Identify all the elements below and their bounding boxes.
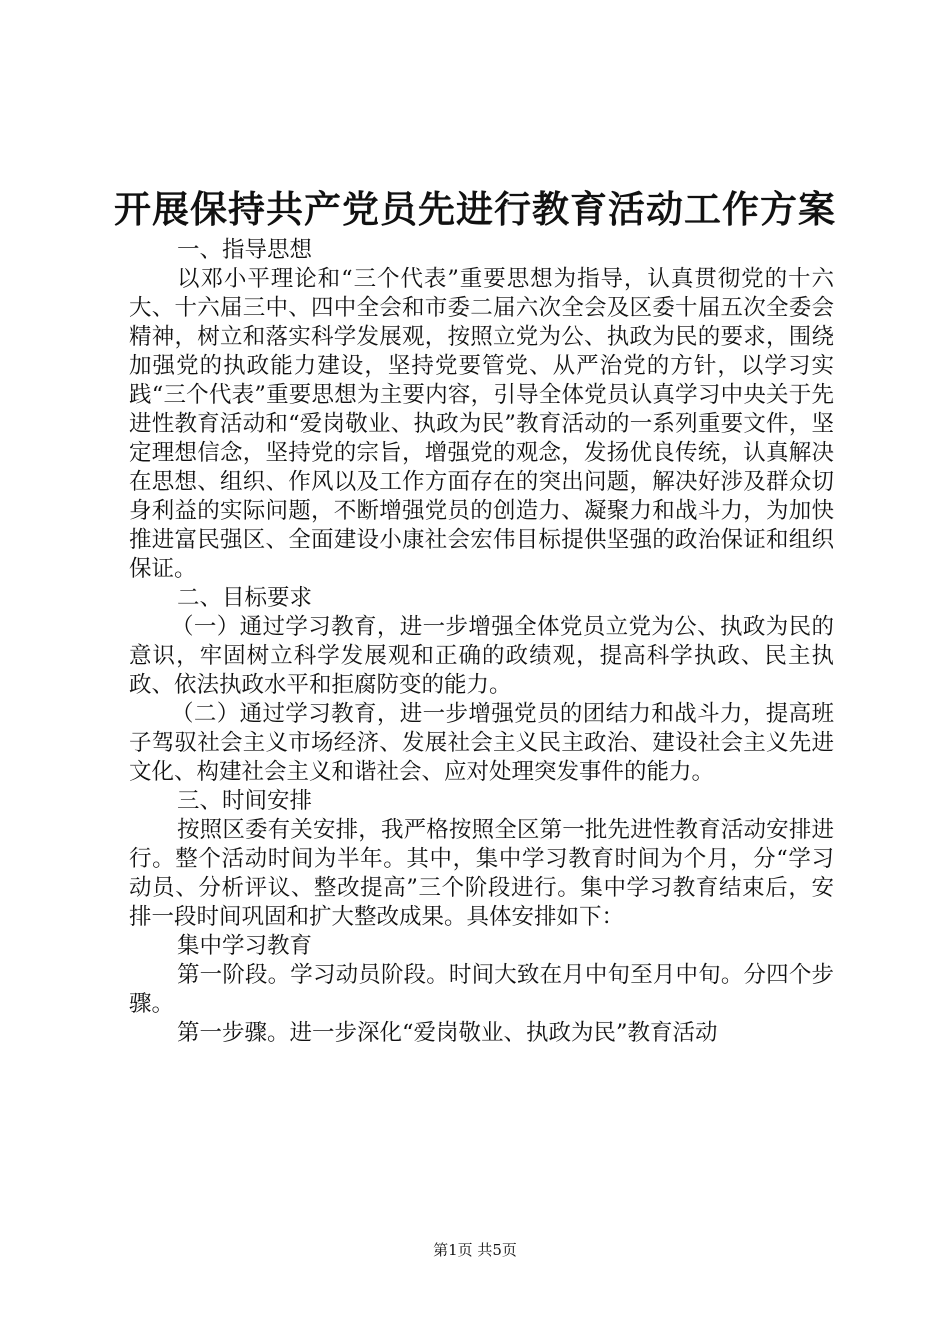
section-heading-schedule: 三、时间安排 (177, 788, 313, 814)
section-heading-goals: 二、目标要求 (177, 585, 313, 611)
document-title: 开展保持共产党员先进行教育活动工作方案 (114, 187, 836, 231)
paragraph-goal-two: （二）通过学习教育，进一步增强党员的团结力和战斗力，提高班子驾驭社会主义市场经济、发展社会主义民主政治、建设社会主义先进文化、构建社会主义和谐社会、应对处理突发事件的能力。 (129, 701, 834, 785)
paragraph-step-one: 第一步骤。进一步深化“爱岗敬业、执政为民”教育活动 (177, 1020, 718, 1046)
paragraph-phase-one: 第一阶段。学习动员阶段。时间大致在月中旬至月中旬。分四个步骤。 (129, 962, 834, 1017)
subheading-focused-study: 集中学习教育 (177, 933, 313, 959)
section-heading-guiding-ideology: 一、指导思想 (177, 237, 313, 263)
paragraph-schedule: 按照区委有关安排，我严格按照全区第一批先进性教育活动安排进行。整个活动时间为半年。其中，集中学习教育时间为个月，分“学习动员、分析评议、整改提高”三个阶段进行。集中学习教育结束后，安排一段时间巩固和扩大整改成果。具体安排如下： (129, 817, 834, 930)
page-footer: 第1页 共5页 (433, 1241, 517, 1259)
document-body (129, 236, 834, 1048)
paragraph-goal-one: （一）通过学习教育，进一步增强全体党员立党为公、执政为民的意识，牢固树立科学发展观和正确的政绩观，提高科学执政、民主执政、依法执政水平和拒腐防变的能力。 (129, 614, 834, 698)
paragraph-guiding-ideology: 以邓小平理论和“三个代表”重要思想为指导，认真贯彻党的十六大、十六届三中、四中全会和市委二届六次全会及区委十届五次全委会精神，树立和落实科学发展观，按照立党为公、执政为民的要求，围绕加强党的执政能力建设，坚持党要管党、从严治党的方针，以学习实践“三个代表”重要思想为主要内容，引导全体党员认真学习中央关于先进性教育活动和“爱岗敬业、执政为民”教育活动的一系列重要文件，坚定理想信念，坚持党的宗旨，增强党的观念，发扬优良传统，认真解决在思想、组织、作风以及工作方面存在的突出问题，解决好涉及群众切身利益的实际问题，不断增强党员的创造力、凝聚力和战斗力，为加快推进富民强区、全面建设小康社会宏伟目标提供坚强的政治保证和组织保证。 (129, 266, 834, 582)
